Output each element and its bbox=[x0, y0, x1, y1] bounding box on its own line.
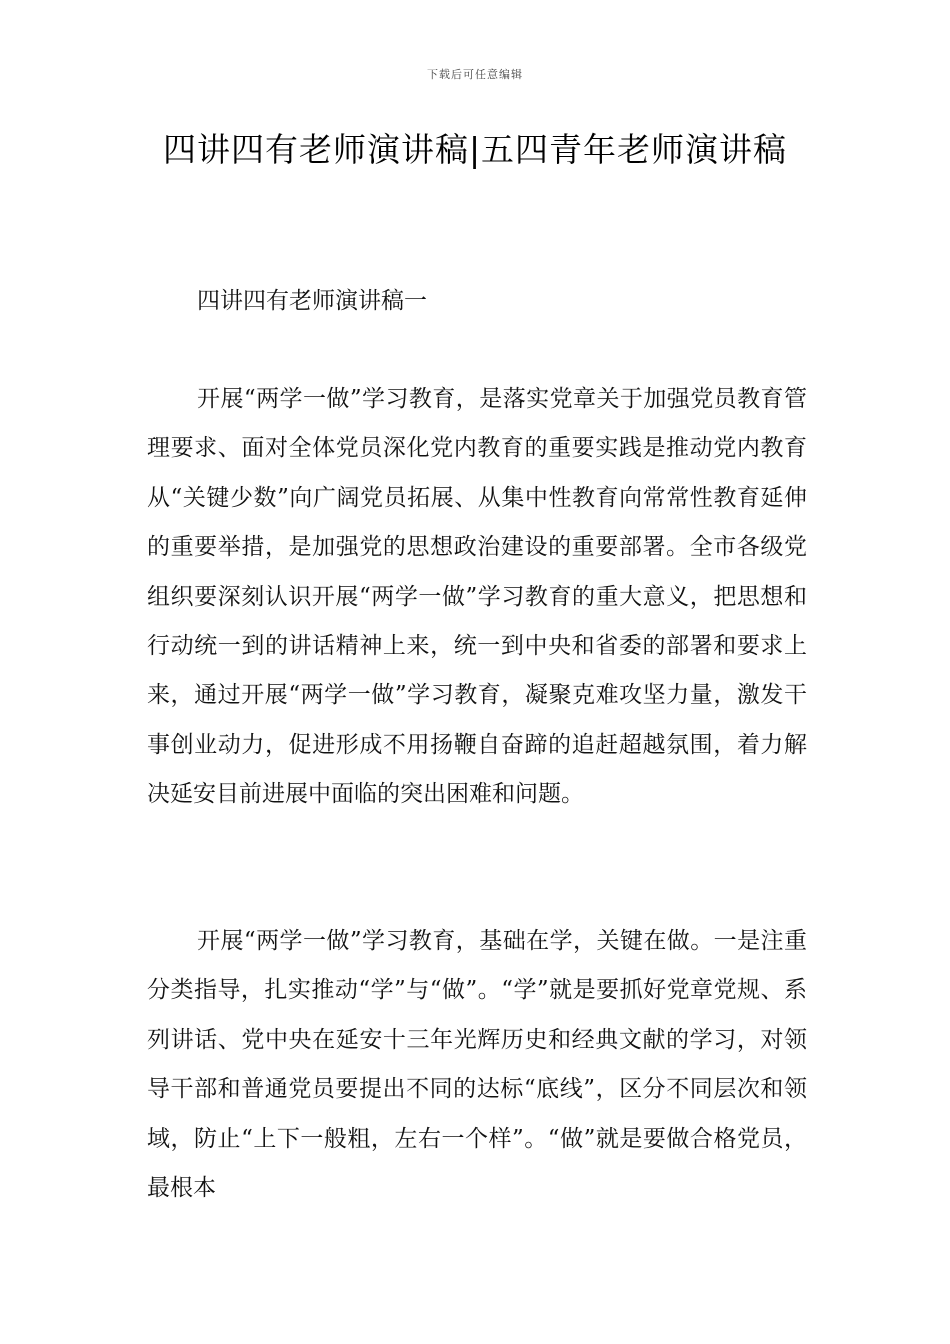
document-title: 四讲四有老师演讲稿|五四青年老师演讲稿 bbox=[162, 130, 788, 169]
body-paragraph-2: 开展“两学一做”学习教育，基础在学，关键在做。一是注重分类指导，扎实推动“学”与“做”。“学”就是要抓好党章党规、系列讲话、党中央在延安十三年光辉历史和经典文献的学习，对领导干部和普通党员要提出不同的达标“底线”，区分不同层次和领域，防止“上下一般粗，左右一个样”。“做”就是要做合格党员，最根本 bbox=[147, 928, 807, 1202]
section-heading: 四讲四有老师演讲稿一 bbox=[197, 288, 427, 314]
body-paragraph-1: 开展“两学一做”学习教育，是落实党章关于加强党员教育管理要求、面对全体党员深化党内教育的重要实践是推动党内教育从“关键少数”向广阔党员拓展、从集中性教育向常常性教育延伸的重要举措，是加强党的思想政治建设的重要部署。全市各级党组织要深刻认识开展“两学一做”学习教育的重大意义，把思想和行动统一到的讲话精神上来，统一到中央和省委的部署和要求上来，通过开展“两学一做”学习教育，凝聚克难攻坚力量，激发干事创业动力，促进形成不用扬鞭自奋蹄的追赶超越氛围，着力解决延安目前进展中面临的突出困难和问题。 bbox=[147, 386, 807, 808]
header-note: 下载后可任意编辑 bbox=[427, 68, 523, 81]
